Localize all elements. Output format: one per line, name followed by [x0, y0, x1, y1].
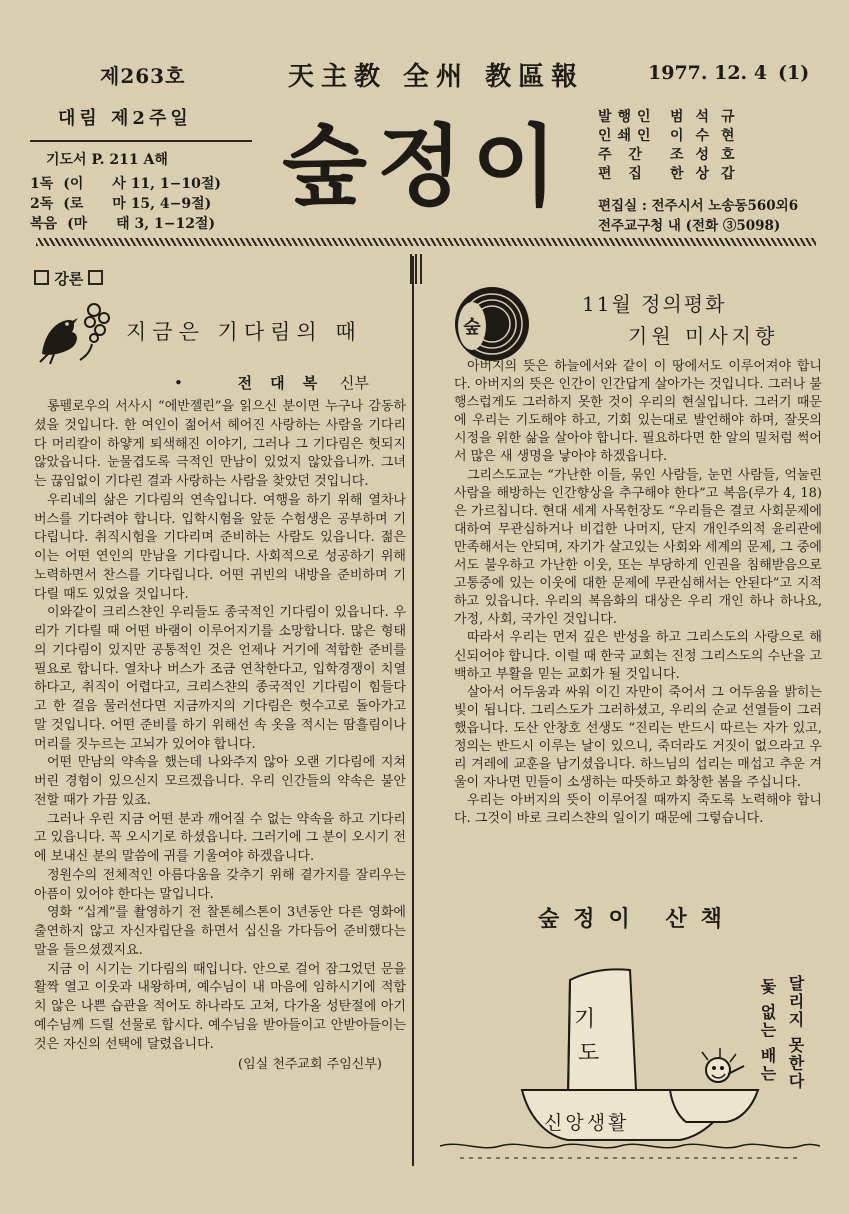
cartoon-caption-2: 달리지 못한다	[786, 975, 805, 1091]
paragraph: 우리네의 삶은 기다림의 연속입니다. 여행을 하기 위해 열차나 버스를 기다려야 합니다. 입학시험을 앞둔 수험생은 공부하며 기다립니다. 취직시험을 기다리며 준비하는 사람도 있읍니다. 젊은이는 어떤 연인의 만남을 기다립니다. 사회적으로 성공하기 위해 노력하면서 찬스를 기다립니다. 어떤 귀빈의 내방을 준비하며 기다릴 때도 있었을 것입니다.	[34, 492, 406, 602]
header-hatch-divider	[36, 238, 816, 246]
peace-title-line1: 11월 정의평화	[582, 292, 727, 316]
paragraph: 그러나 우린 지금 어떤 분과 깨어질 수 없는 약속을 하고 기다리고 있읍니다. 꼭 오시기로 하셨읍니다. 그러기에 그 분이 오시기 전에 보내신 분의 말씀에 귀를 기울여야 하겠읍니다.	[34, 811, 406, 864]
sail-text-1: 기	[574, 1007, 596, 1032]
publisher-row: 발행인 범석규	[598, 109, 747, 125]
top-header	[0, 60, 849, 96]
cartoon-caption-1: 돛 없는 배는	[758, 978, 777, 1084]
editorial-title: 지금은 기다림의 때	[126, 320, 362, 344]
peace-body	[454, 358, 822, 828]
paragraph: 따라서 우리는 먼저 깊은 반성을 하고 그리스도의 사랑으로 해신되어야 합니다. 이럴 때 한국 교회는 진정 그리스도의 수난을 고백하고 부활을 믿는 교회가 될 것입니다.	[454, 630, 822, 682]
paper-name: 天主教 全州 教區報	[288, 62, 585, 92]
liturgy-box	[30, 104, 252, 234]
sail-text-2: 도	[578, 1041, 600, 1066]
editorial-article	[34, 268, 406, 1073]
editor-row: 편 집 한상갑	[598, 166, 747, 182]
boat-text: 신앙생활	[544, 1112, 630, 1134]
reading-1: 1독 (이 사 11, 1−10절)	[30, 176, 222, 192]
issue-date: 1977. 12. 4	[648, 62, 768, 84]
page-number: (1)	[778, 62, 810, 84]
walk-section-title: 숲정이 산책	[538, 906, 736, 932]
bullet-icon: •	[174, 374, 183, 392]
paragraph: 롱펠로우의 서사시 “에반젤린”을 읽으신 분이면 누구나 감동하셨을 것입니다. 한 여인이 젊어서 헤어진 사랑하는 사람을 기다리다 머리칼이 하얗게 퇴색해진 이야기, 그러나 그 기다림은 헛되지 않았읍니다. 눈물겹도록 극적인 만남이 있었지 않았읍니까. 그녀는 끊임없이 기다린 결과 사랑하는 사람을 찾았던 것입니다.	[34, 399, 406, 489]
publisher-info	[598, 108, 747, 184]
masthead-title: 숲정이	[282, 115, 568, 218]
paragraph: 살아서 어두움과 싸워 이긴 자만이 죽어서 그 어두움을 밝히는 빛이 됩니다. 그리스도가 그러하셨고, 우리의 순교 선열들이 그러했읍니다. 도산 안창호 선생도 “진리는 반드시 따르는 자가 있고, 정의는 반드시 이루는 날이 있으니, 죽더라도 거짓이 없으라고 우리 겨레에 교훈을 남기셨읍니다. 하느님의 섭리는 매섭고 추운 겨울이 자나면 민들이 소생하는 따뜻하고 화창한 봄을 주십니다.	[454, 684, 822, 791]
section-badge: 강론	[34, 268, 103, 289]
paragraph: 우리는 아버지의 뜻이 이루어질 때까지 죽도록 노력해야 합니다. 그것이 바로 크리스챤의 일이기 때문에 그렇습니다.	[454, 793, 822, 827]
bird-flower-icon	[34, 296, 114, 366]
paragraph: 어떤 만남의 약속을 했는데 나와주지 않아 오랜 기다림에 지쳐버린 경험이 있으신지 모르겠읍니다. 우리 인간들의 약속은 불안전할 때가 가끔 있죠.	[34, 755, 406, 808]
seal-text: 숲	[463, 317, 481, 338]
issue-number: 제263호	[100, 64, 186, 88]
editor-in-chief-row: 주 간 조성호	[598, 147, 747, 163]
reading-3: 복음 (마 태 3, 1−12절)	[30, 216, 216, 232]
prayer-book: 기도서 P. 211 A해	[46, 152, 168, 168]
peace-title-line2: 기원 미사지향	[628, 324, 779, 348]
printer-row: 인쇄인 이수현	[598, 128, 747, 144]
paragraph: 그리스도교는 “가난한 이들, 묶인 사람들, 눈먼 사람들, 억눌린 사람을 해방하는 인간향상을 추구해야 한다”고 복음(루가 4, 18)은 가르칩니다. 현대 세계 사목헌장도 “우리들은 결코 사회문제에 대하여 무관심하거나 비겁한 나머지, 단지 개인주의적 윤리관에 만족해서는 안되며, 자기가 살고있는 사회와 세계의 문제, 그 중에서도 불우하고 가난한 이웃, 또는 부당하게 인권을 침해받음으로 고통중에 있는 이웃에 대한 문제에 무관심해서는 안된다”고 지적하고 있읍니다. 우리의 복음화의 대상은 우리 개인 하나 하나요, 가정, 사회, 국가인 것입니다.	[454, 467, 822, 628]
paragraph: 정원수의 전체적인 아름다움을 갖추기 위해 곁가지를 잘리우는 아픔이 있어야 한다는 말입니다.	[34, 867, 406, 902]
reading-2: 2독 (로 마 15, 4−9절)	[30, 196, 212, 212]
divider	[30, 140, 252, 142]
paragraph: 이와같이 크리스챤인 우리들도 종국적인 기다림이 있읍니다. 우리가 기다릴 때 어떤 바램이 이루어지기를 소망합니다. 많은 형태의 기다림이 있지만 공통적인 것은 언제나 거기에 적합한 준비를 필요로 합니다. 열차나 버스가 조금 연착한다고, 입학경쟁이 치열하다고, 취직이 어렵다고, 크리스챤의 종국적인 기다림이 힘들다고 한 걸음 물러선다면 지금까지의 기다림은 헛수고로 돌아가고 말 것입니다. 어떤 준비를 하기 위해선 속 옷을 적시는 땀흘림이나 머리를 짓누르는 고뇌가 있어야 합니다.	[34, 605, 406, 752]
column-divider	[412, 256, 414, 1166]
signature: (임실 천주교회 주임신부)	[238, 1057, 382, 1073]
publisher-address: 편집실 : 전주시서 노송동560외6 전주교구청 내 (전화 ③5098)	[598, 198, 799, 234]
editorial-author: • 전대복 신부	[174, 374, 369, 392]
paragraph: 영화 “십계”를 촬영하기 전 찰톤헤스톤이 3년동안 다른 영화에 출연하지 않고 자신자립단을 하면서 십신을 가다듬어 준비했다는 말을 들으셨겠지요.	[34, 905, 406, 958]
square-icon	[88, 270, 103, 285]
square-icon	[34, 270, 49, 285]
sunday-title: 대림 제2주일	[58, 108, 192, 129]
paragraph: 지금 이 시기는 기다림의 때입니다. 안으로 걸어 잠그었던 문을 활짝 열고 이웃과 내왕하며, 예수님이 내 마음에 임하시기에 적합치 않은 나쁜 습관을 적어도 하나라도 고쳐, 다가올 성탄절에 아기 예수님께 드릴 선물로 합시다. 예수님을 받아들이고 안받아들이는 것은 자신의 선택에 달렸읍니다.	[34, 961, 406, 1052]
editorial-body	[34, 398, 406, 1075]
seal-icon	[452, 284, 532, 364]
paragraph: 아버지의 뜻은 하늘에서와 같이 이 땅에서도 이루어져야 합니다. 아버지의 뜻은 인간이 인간답게 살아가는 것입니다. 그러나 불행스럽게도 그러하지 못한 것이 우리의 현실입니다. 그러기 때문에 우리는 기도해야 하고, 기회 있는대로 발언해야 하며, 잘못의 시정을 위한 삶을 살아야 합니다. 필요하다면 한 알의 밀처럼 썩어서 많은 새 생명을 낳아야 하겠읍니다.	[454, 359, 822, 465]
readings	[30, 150, 252, 234]
